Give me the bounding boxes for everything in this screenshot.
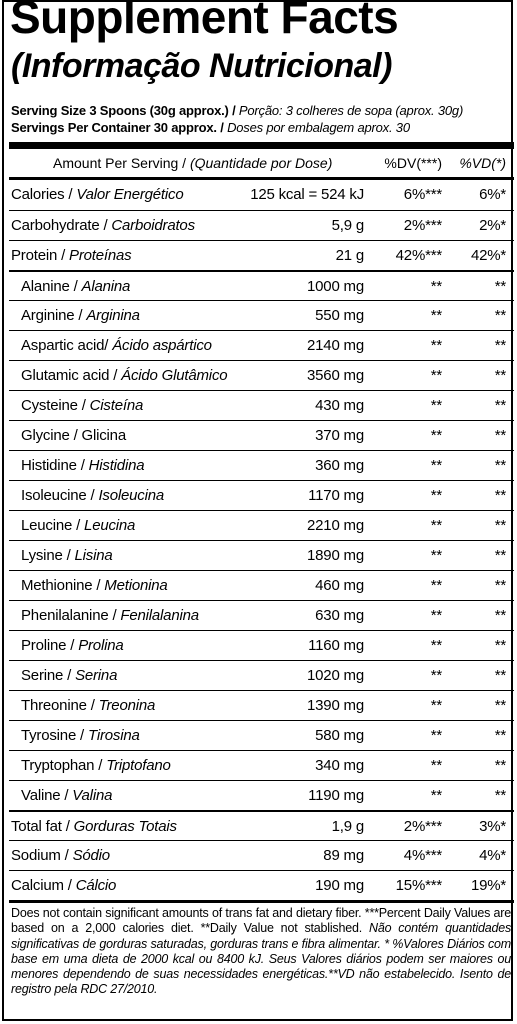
nutrient-amount: 460 mg: [315, 577, 364, 594]
table-row: [9, 600, 514, 630]
nutrient-name-pt: Sódio: [72, 847, 110, 864]
nutrient-vd: 19%*: [470, 877, 506, 894]
nutrient-name-pt: Ácido aspártico: [112, 337, 212, 354]
servings-per-container-en: Servings Per Container 30 approx.: [11, 120, 217, 135]
nutrient-vd: **: [494, 667, 506, 684]
nutrient-name: [21, 517, 135, 534]
servings-per-container: [11, 121, 410, 134]
header-amount-pt: (Quantidade por Dose): [189, 155, 333, 171]
nutrient-vd: **: [494, 697, 506, 714]
nutrient-name-pt: Metionina: [104, 577, 168, 594]
nutrient-name-en: Threonine /: [21, 697, 99, 714]
nutrient-name-en: Histidine /: [21, 457, 89, 474]
nutrient-vd: **: [494, 278, 506, 295]
table-row: [9, 630, 514, 660]
nutrient-name: [11, 847, 110, 864]
nutrient-dv: **: [430, 757, 442, 774]
nutrient-name: [11, 877, 116, 894]
nutrient-name-pt: Gorduras Totais: [73, 818, 177, 835]
nutrient-name-pt: Arginina: [86, 307, 140, 324]
nutrient-name: [21, 757, 171, 774]
table-row: [9, 450, 514, 480]
header-amount: [53, 155, 332, 171]
table-row: [9, 540, 514, 570]
footnote-pt: Não contém quantidades significativas de gorduras saturadas, gorduras trans e fibra alimentar. * %Valores Diários com base em uma dieta de 2000 kcal ou 8400 kJ. Seus Valores diários podem ser maiores ou menores dependendo de suas necessidades energéticas.**VD não estabelecido. Isento de registro pela RDC 27/2010.: [11, 921, 511, 997]
table-row: [9, 240, 514, 270]
table-row: [9, 360, 514, 390]
nutrient-name-en: Sodium /: [11, 847, 73, 864]
nutrient-dv: **: [430, 457, 442, 474]
serving-size-en: Serving Size 3 Spoons (30g approx.): [11, 103, 229, 118]
nutrient-amount: 3560 mg: [307, 367, 364, 384]
nutrient-dv: **: [430, 697, 442, 714]
nutrient-name-pt: Lisina: [74, 547, 113, 564]
nutrient-vd: **: [494, 787, 506, 804]
nutrient-vd: 4%*: [479, 847, 506, 864]
nutrient-dv: 42%***: [395, 247, 442, 264]
nutrient-name: [11, 247, 131, 264]
nutrient-name: [21, 697, 155, 714]
nutrient-name-en: Lysine /: [21, 547, 75, 564]
nutrient-name: [21, 727, 140, 744]
table-row: [9, 510, 514, 540]
nutrient-dv: **: [430, 307, 442, 324]
nutrient-name-pt: Isoleucina: [98, 487, 164, 504]
nutrient-name-pt: Carboidratos: [111, 217, 195, 234]
nutrient-name-pt: Prolina: [78, 637, 124, 654]
nutrient-name-en: Alanine /: [21, 278, 82, 295]
nutrient-name-pt: Serina: [75, 667, 118, 684]
page-title: Supplement Facts: [10, 0, 399, 43]
table-row: [9, 690, 514, 720]
nutrient-name-pt: Treonina: [98, 697, 156, 714]
table-row: [9, 840, 514, 870]
nutrient-name: [11, 186, 183, 203]
servings-per-container-sep: /: [216, 120, 228, 135]
nutrient-dv: **: [430, 787, 442, 804]
table-header: [9, 150, 514, 176]
table-row: [9, 750, 514, 780]
nutrient-name-en: Tryptophan /: [21, 757, 107, 774]
nutrient-vd: **: [494, 607, 506, 624]
nutrient-dv: **: [430, 517, 442, 534]
nutrient-name-pt: Cálcio: [75, 877, 117, 894]
nutrient-name-en: Valine /: [21, 787, 73, 804]
serving-size: [11, 104, 463, 117]
nutrient-vd: 42%*: [470, 247, 506, 264]
table-row: [9, 300, 514, 330]
nutrient-amount: 370 mg: [315, 427, 364, 444]
nutrient-vd: **: [494, 577, 506, 594]
nutrient-name-en: Cysteine /: [21, 397, 90, 414]
nutrient-name: [21, 427, 126, 444]
nutrient-name-en: Carbohydrate /: [11, 217, 112, 234]
nutrient-amount: 430 mg: [315, 397, 364, 414]
nutrient-name-en: Glycine / Glicina: [21, 427, 126, 444]
nutrient-name-pt: Alanina: [81, 278, 131, 295]
nutrient-dv: 2%***: [403, 217, 442, 234]
nutrient-dv: **: [430, 607, 442, 624]
nutrient-name: [11, 818, 177, 835]
table-row: [9, 570, 514, 600]
nutrient-amount: 1,9 g: [331, 818, 364, 835]
nutrient-vd: **: [494, 727, 506, 744]
nutrient-amount: 5,9 g: [331, 217, 364, 234]
nutrient-amount: 21 g: [335, 247, 364, 264]
nutrient-dv: 6%***: [403, 186, 442, 203]
nutrient-name: [21, 607, 199, 624]
nutrient-amount: 360 mg: [315, 457, 364, 474]
nutrient-name-en: Leucine /: [21, 517, 85, 534]
table-row: [9, 330, 514, 360]
nutrient-dv: **: [430, 667, 442, 684]
nutrient-name-en: Calories /: [11, 186, 77, 203]
nutrient-amount: 1000 mg: [307, 278, 364, 295]
nutrient-dv: **: [430, 337, 442, 354]
nutrient-amount: 1160 mg: [308, 637, 364, 654]
nutrient-dv: **: [430, 487, 442, 504]
nutrient-amount: 340 mg: [315, 757, 364, 774]
header-dv-pt: %VD(*): [459, 155, 506, 171]
nutrient-name: [21, 367, 227, 384]
nutrient-vd: 2%*: [479, 217, 506, 234]
nutrient-name-pt: Fenilalanina: [120, 607, 199, 624]
nutrient-name: [21, 457, 144, 474]
nutrient-name-en: Isoleucine /: [21, 487, 99, 504]
nutrient-name-en: Aspartic acid/: [21, 337, 113, 354]
table-row: [9, 180, 514, 210]
nutrient-vd: **: [494, 487, 506, 504]
nutrient-name-pt: Leucina: [84, 517, 136, 534]
footnote-en: Does not contain significant amounts of trans fat and dietary fiber. ***Percent Daily Values are based on a 2,000 calories diet. **Daily Value not stablished.: [11, 906, 511, 936]
header-dv-en: %DV(***): [384, 155, 442, 171]
serving-size-sep: /: [228, 103, 239, 118]
serving-size-pt: Porção: 3 colheres de sopa (aprox. 30g): [238, 103, 464, 118]
nutrient-name-pt: Valina: [72, 787, 113, 804]
nutrient-name: [21, 547, 113, 564]
table-row: [9, 870, 514, 900]
nutrient-vd: **: [494, 307, 506, 324]
nutrient-vd: 3%*: [479, 818, 506, 835]
nutrient-vd: **: [494, 547, 506, 564]
header-amount-en: Amount Per Serving /: [53, 155, 190, 171]
nutrient-name-en: Phenilalanine /: [21, 607, 121, 624]
nutrient-dv: **: [430, 427, 442, 444]
nutrient-dv: **: [430, 397, 442, 414]
nutrient-name: [21, 577, 168, 594]
nutrient-name-en: Methionine /: [21, 577, 105, 594]
nutrient-name: [21, 667, 117, 684]
nutrient-dv: **: [430, 547, 442, 564]
nutrient-vd: **: [494, 337, 506, 354]
footnote: [11, 906, 511, 998]
nutrient-vd: **: [494, 517, 506, 534]
nutrient-name-en: Protein /: [11, 247, 70, 264]
nutrient-amount: 550 mg: [315, 307, 364, 324]
nutrient-name-en: Tyrosine /: [21, 727, 88, 744]
nutrient-amount: 125 kcal = 524 kJ: [250, 186, 364, 203]
nutrient-name-pt: Proteínas: [69, 247, 132, 264]
nutrient-amount: 1890 mg: [307, 547, 364, 564]
nutrient-vd: **: [494, 757, 506, 774]
servings-per-container-pt: Doses por embalagem aprox. 30: [227, 120, 410, 135]
nutrient-amount: 89 mg: [323, 847, 364, 864]
page-subtitle: (Informação Nutricional): [11, 47, 392, 85]
nutrient-amount: 1020 mg: [307, 667, 364, 684]
nutrient-name-en: Glutamic acid /: [21, 367, 122, 384]
table-row: [9, 720, 514, 750]
nutrient-name-pt: Cisteína: [89, 397, 144, 414]
nutrient-vd: **: [494, 457, 506, 474]
nutrient-name-en: Arginine /: [21, 307, 87, 324]
table-row: [9, 270, 514, 300]
nutrient-vd: 6%*: [479, 186, 506, 203]
nutrient-amount: 2140 mg: [307, 337, 364, 354]
nutrient-amount: 2210 mg: [307, 517, 364, 534]
nutrient-vd: **: [494, 397, 506, 414]
nutrient-name: [21, 637, 124, 654]
nutrient-dv: 2%***: [403, 818, 442, 835]
nutrient-dv: **: [430, 637, 442, 654]
table-row: [9, 210, 514, 240]
nutrient-amount: 190 mg: [315, 877, 364, 894]
nutrient-dv: **: [430, 278, 442, 295]
thick-rule-top: [9, 142, 514, 149]
supplement-facts-panel: [2, 0, 513, 1021]
nutrient-name: [21, 397, 143, 414]
table-row: [9, 480, 514, 510]
nutrient-name-en: Proline /: [21, 637, 79, 654]
nutrient-vd: **: [494, 427, 506, 444]
nutrient-name-en: Total fat /: [11, 818, 74, 835]
nutrient-name: [21, 337, 212, 354]
thick-rule-bottom: [9, 900, 514, 903]
nutrient-name-pt: Histidina: [88, 457, 145, 474]
nutrient-name-pt: Tirosina: [88, 727, 140, 744]
nutrient-name-en: Calcium /: [11, 877, 76, 894]
table-row: [9, 810, 514, 840]
nutrient-vd: **: [494, 367, 506, 384]
nutrient-amount: 1170 mg: [308, 487, 364, 504]
nutrient-dv: **: [430, 367, 442, 384]
table-row: [9, 420, 514, 450]
nutrient-dv: 15%***: [395, 877, 442, 894]
nutrient-name-pt: Triptofano: [106, 757, 171, 774]
table-row: [9, 660, 514, 690]
nutrient-name: [21, 278, 130, 295]
nutrient-name-en: Serine /: [21, 667, 76, 684]
nutrient-name-pt: Valor Energético: [76, 186, 184, 203]
nutrient-name: [11, 217, 195, 234]
nutrient-name-pt: Ácido Glutâmico: [121, 367, 228, 384]
nutrient-dv: 4%***: [403, 847, 442, 864]
nutrient-amount: 1390 mg: [307, 697, 364, 714]
table-row: [9, 780, 514, 810]
table-row: [9, 390, 514, 420]
nutrient-amount: 630 mg: [315, 607, 364, 624]
nutrient-name: [21, 787, 112, 804]
nutrient-amount: 580 mg: [315, 727, 364, 744]
nutrient-amount: 1190 mg: [308, 787, 364, 804]
nutrient-name: [21, 487, 164, 504]
nutrient-dv: **: [430, 727, 442, 744]
nutrient-vd: **: [494, 637, 506, 654]
nutrient-dv: **: [430, 577, 442, 594]
nutrient-name: [21, 307, 140, 324]
